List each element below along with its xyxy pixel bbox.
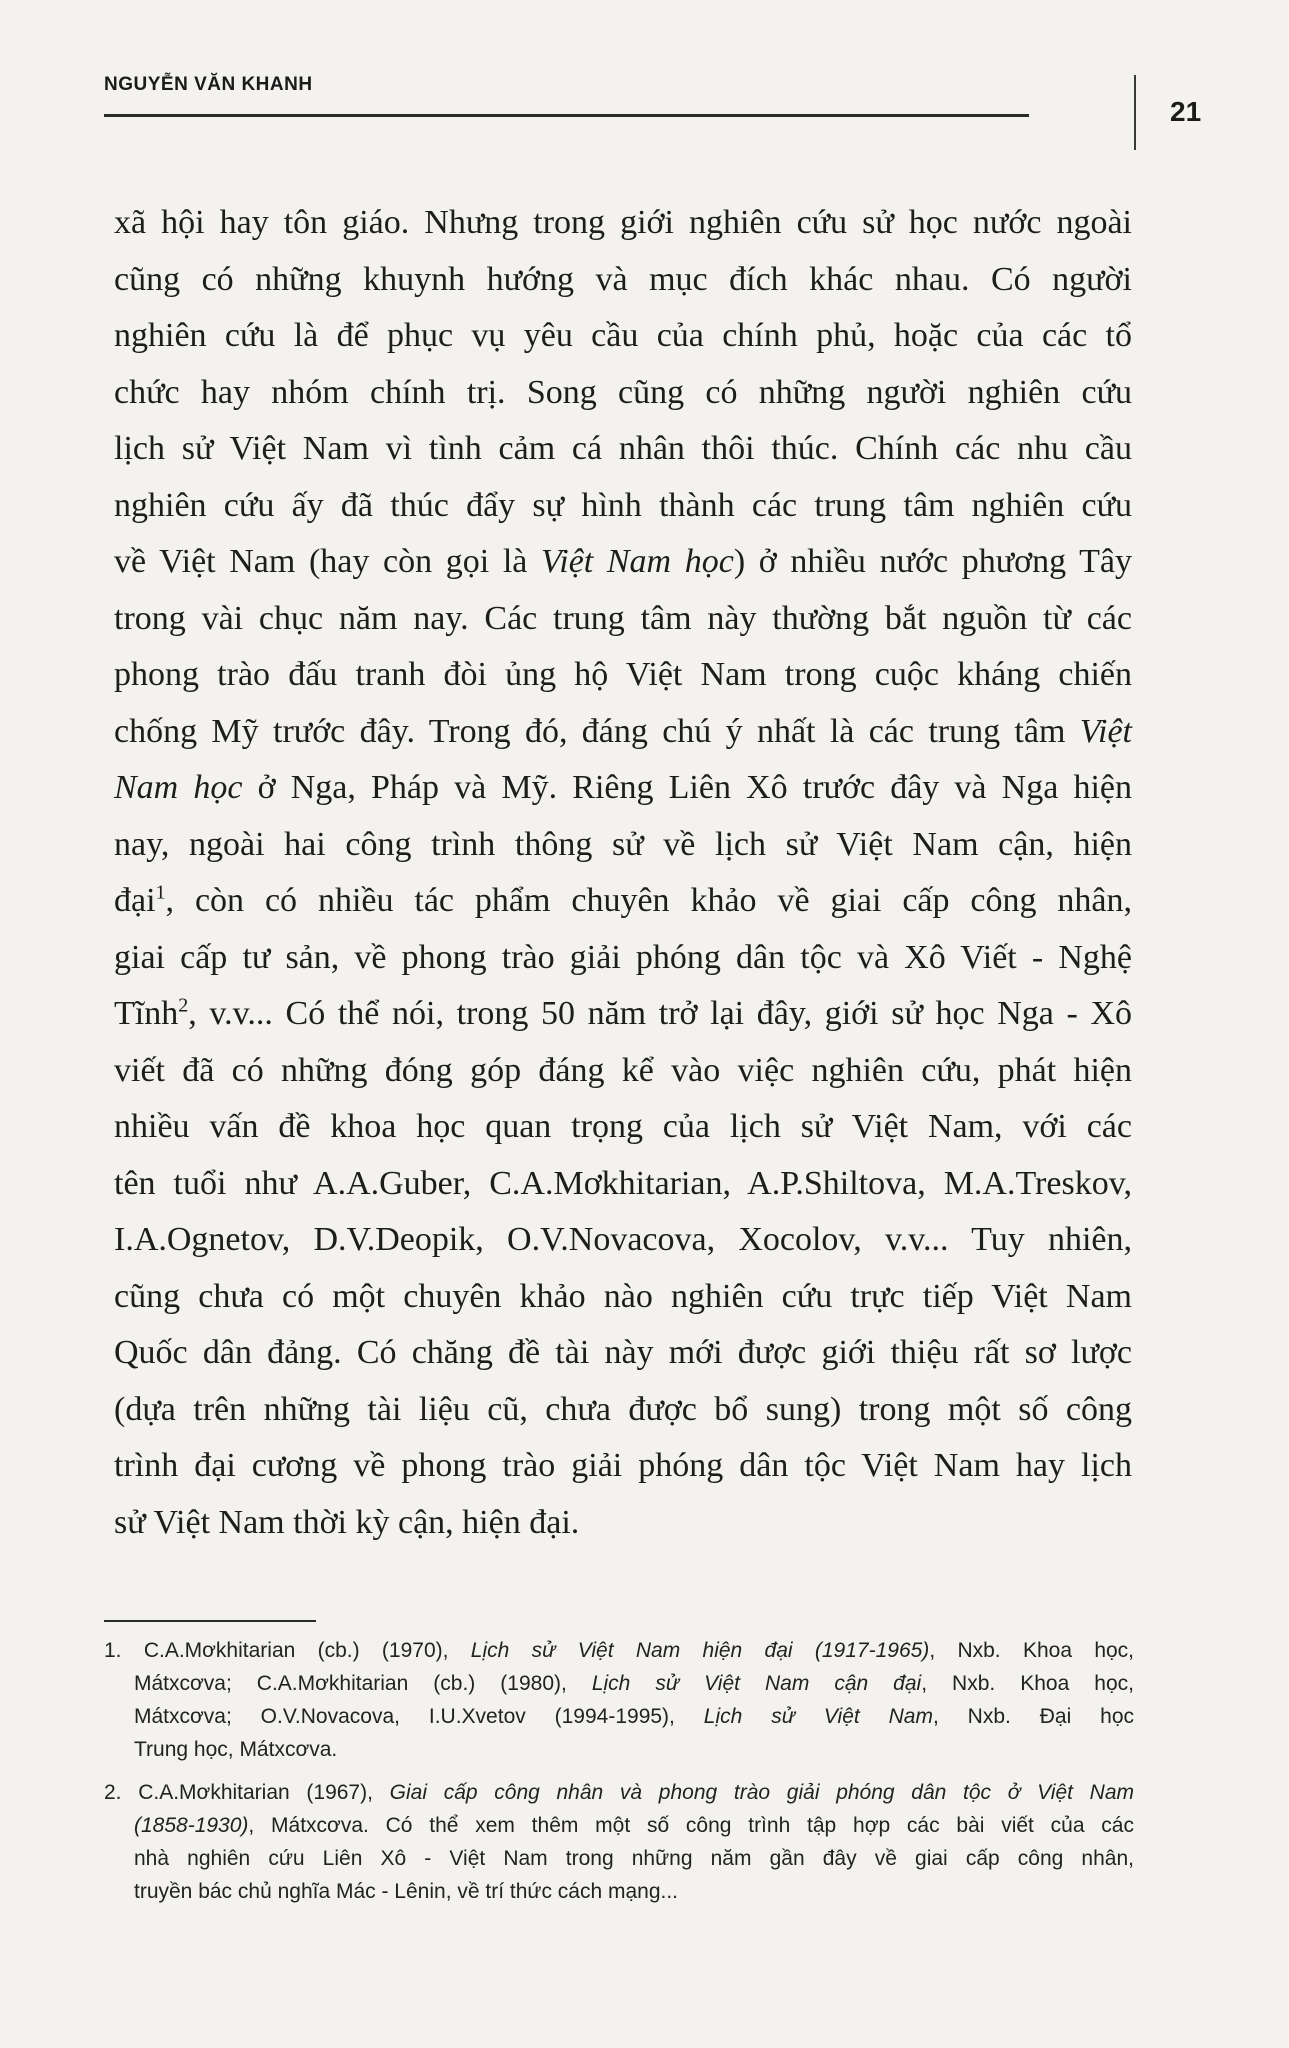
page-header: [104, 64, 1029, 124]
footnote-line: nhà nghiên cứu Liên Xô - Việt Nam trong những năm gần đây về giai cấp công nhân,: [134, 1847, 1134, 1870]
body-line: nay, ngoài hai công trình thông sử về lịch sử Việt Nam cận, hiện: [114, 825, 1132, 863]
body-line: chức hay nhóm chính trị. Song cũng có những người nghiên cứu: [114, 373, 1132, 411]
body-line: Quốc dân đảng. Có chăng đề tài này mới được giới thiệu rất sơ lược: [114, 1334, 1132, 1371]
header-rule: [104, 114, 1029, 117]
footnote-ref-2[interactable]: 2: [178, 994, 189, 1017]
footnote-2: [104, 1776, 1134, 1908]
body-line: trình đại cương về phong trào giải phóng dân tộc Việt Nam hay lịch: [114, 1447, 1132, 1484]
footnote-line: truyền bác chủ nghĩa Mác - Lênin, về trí thức cách mạng...: [134, 1880, 679, 1903]
body-line: giai cấp tư sản, về phong trào giải phóng dân tộc và Xô Viết - Nghệ: [114, 938, 1132, 976]
book-title: Giai cấp công nhân và phong trào giải phóng dân tộc ở Việt Nam: [389, 1781, 1134, 1804]
body-line: đại$^1$, còn có nhiều tác phẩm chuyên khảo về giai cấp công nhân,: [114, 881, 1132, 919]
body-line: nghiên cứu là để phục vụ yêu cầu của chính phủ, hoặc của các tổ: [114, 317, 1132, 354]
body-line: (dựa trên những tài liệu cũ, chưa được bổ sung) trong một số công: [114, 1390, 1132, 1428]
body-line: chống Mỹ trước đây. Trong đó, đáng chú ý nhất là các trung tâm Việt: [114, 712, 1132, 750]
body-line: I.A.Ognetov, D.V.Deopik, O.V.Novacova, Xocolov, v.v... Tuy nhiên,: [114, 1221, 1132, 1258]
page-number: 21: [1170, 96, 1202, 127]
italic-term: Nam học: [114, 769, 243, 806]
body-line: nghiên cứu ấy đã thúc đẩy sự hình thành các trung tâm nghiên cứu: [114, 486, 1132, 524]
footnote-line: 1. C.A.Mơkhitarian (cb.) (1970), Lịch sử Việt Nam hiện đại (1917-1965), Nxb. Khoa học,: [104, 1639, 1135, 1662]
body-line: lịch sử Việt Nam vì tình cảm cá nhân thôi thúc. Chính các nhu cầu: [114, 430, 1132, 467]
footnote-ref-1[interactable]: 1: [155, 881, 166, 904]
book-title: (1858-1930): [134, 1814, 249, 1837]
footnote-1: [104, 1634, 1134, 1766]
body-line: xã hội hay tôn giáo. Nhưng trong giới nghiên cứu sử học nước ngoài: [114, 204, 1132, 241]
header-vertical-rule: [1134, 75, 1136, 150]
body-line: cũng có những khuynh hướng và mục đích khác nhau. Có người: [114, 260, 1132, 298]
body-text: [114, 195, 1132, 1551]
book-title: Lịch sử Việt Nam hiện đại (1917-1965): [470, 1639, 930, 1662]
body-line: sử Việt Nam thời kỳ cận, hiện đại.: [114, 1503, 580, 1541]
body-line: cũng chưa có một chuyên khảo nào nghiên cứu trực tiếp Việt Nam: [114, 1277, 1132, 1315]
body-line: trong vài chục năm nay. Các trung tâm này thường bắt nguồn từ các: [114, 599, 1132, 637]
footnote-line: Trung học, Mátxcơva.: [134, 1738, 338, 1761]
body-line: tên tuổi như A.A.Guber, C.A.Mơkhitarian, A.P.Shiltova, M.A.Treskov,: [114, 1164, 1132, 1202]
body-line: về Việt Nam (hay còn gọi là Việt Nam học) ở nhiều nước phương Tây: [114, 543, 1132, 580]
body-line: Nam học ở Nga, Pháp và Mỹ. Riêng Liên Xô trước đây và Nga hiện: [114, 769, 1132, 806]
running-head-author: NGUYỄN VĂN KHANH: [104, 74, 313, 95]
footnote-line: (1858-1930), Mátxcơva. Có thể xem thêm một số công trình tập hợp các bài viết của các: [134, 1814, 1134, 1837]
footnote-rule: [104, 1620, 316, 1622]
footnote-line: Mátxcơva; C.A.Mơkhitarian (cb.) (1980), Lịch sử Việt Nam cận đại, Nxb. Khoa học,: [134, 1672, 1134, 1695]
book-title: Lịch sử Việt Nam: [703, 1705, 933, 1728]
body-line: phong trào đấu tranh đòi ủng hộ Việt Nam trong cuộc kháng chiến: [114, 656, 1132, 693]
footnote-line: Mátxcơva; O.V.Novacova, I.U.Xvetov (1994-1995), Lịch sử Việt Nam, Nxb. Đại học: [134, 1705, 1134, 1728]
body-line: Tĩnh$^2$, v.v... Có thể nói, trong 50 năm trở lại đây, giới sử học Nga - Xô: [114, 994, 1132, 1032]
body-line: viết đã có những đóng góp đáng kể vào việc nghiên cứu, phát hiện: [114, 1051, 1132, 1089]
book-title: Lịch sử Việt Nam cận đại: [591, 1672, 922, 1695]
italic-term: Việt: [1079, 712, 1132, 750]
body-line: nhiều vấn đề khoa học quan trọng của lịch sử Việt Nam, với các: [114, 1108, 1132, 1145]
footnotes: [104, 1634, 1134, 1918]
italic-term: Việt Nam học: [541, 543, 734, 580]
footnote-line: 2. C.A.Mơkhitarian (1967), Giai cấp công nhân và phong trào giải phóng dân tộc ở Việt Nam: [104, 1781, 1134, 1804]
